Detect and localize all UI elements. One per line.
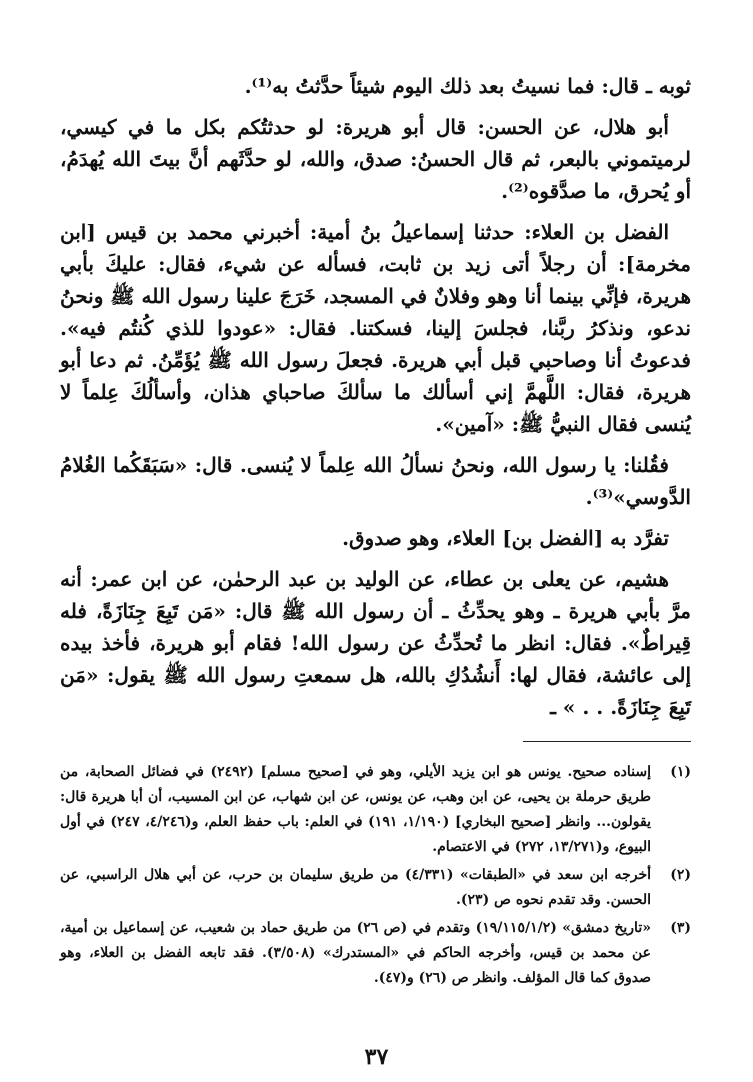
- footnote-number: (١): [670, 764, 691, 780]
- footnote-1: [60, 760, 691, 860]
- footnote-separator: [523, 741, 691, 742]
- main-text: [60, 70, 691, 732]
- footnote-number: (٣): [670, 920, 691, 936]
- paragraph-4: فقُلنا: يا رسول الله، ونحنُ نسألُ الله عِلماً لا يُنسى. قال: «سَبَقَكُما الغُلامُ الدَّوسي»⁽³⁾.: [60, 453, 691, 509]
- footnote-2: [60, 863, 691, 913]
- paragraph-5: تفرَّد به [الفضل بن] العلاء، وهو صدوق.: [342, 526, 669, 550]
- paragraph-6: هشيم، عن يعلى بن عطاء، عن الوليد بن عبد الرحمٰن، عن ابن عمر: أنه مرَّ بأبي هريرة ـ وهو يحدِّثُ ـ أن رسول الله ﷺ قال: «مَن تَبِعَ جِنَازَةً، فله قِيراطٌ». فقال: انظر ما تُحدِّثُ عن رسول الله! فقام أبو هريرة، فأخذ بيده إلى عائشة، فقال لها: أَنشُدُكِ بالله، هل سمعتِ رسول الله ﷺ يقول: «مَن تَبِعَ جِنَازَةً. . . » ـ: [60, 567, 691, 719]
- page-number: ٣٧: [364, 1044, 389, 1070]
- footnote-text: «تاريخ دمشق» (١٩/١١٥/١/٢) وتقدم في (ص ٢٦) من طريق حماد بن شعيب، عن إسماعيل بن أمية، عن محمد بن قيس، وأخرجه الحاكم في «المستدرك» (٣/٥٠٨). فقد تابعه الفضل بن العلاء، وهو صدوق كما قال المؤلف. وانظر ص (٢٦) و(٤٧).: [60, 920, 651, 986]
- paragraph-1: ثوبه ـ قال: فما نسيتُ بعد ذلك اليوم شيئاً حدَّثتُ به⁽¹⁾.: [244, 74, 691, 98]
- footnote-text: إسناده صحيح. يونس هو ابن يزيد الأيلي، وهو في [صحيح مسلم] (٢٤٩٢) في فضائل الصحابة، من طريق حرملة بن يحيى، عن ابن وهب، عن يونس، عن ابن شهاب، عن ابن المسيب، أن أبا هريرة قال: يقولون... وانظر [صحيح البخاري] (١/١٩٠، ١٩١) في العلم: باب حفظ العلم، و(٤/٢٤٦، ٢٤٧) في أول البيوع، و(١٣/٢٧١، ٢٧٢) في الاعتصام.: [60, 764, 651, 855]
- paragraph-3: الفضل بن العلاء: حدثنا إسماعيلُ بنُ أمية: أخبرني محمد بن قيس [ابن مخرمة]: أن رجلاً أتى زيد بن ثابت، فسأله عن شيء، فقال: عليكَ بأبي هريرة، فإنِّي بينما أنا وهو وفلانٌ في المسجد، خَرَجَ علينا رسول الله ﷺ ونحنُ ندعو، ونذكرُ ربَّنا، فجلسَ إلينا، فسكتنا. فقال: «عودوا للذي كُنتُم فيه». فدعوتُ أنا وصاحبي قبل أبي هريرة. فجعلَ رسول الله ﷺ يُؤَمِّنُ. ثم دعا أبو هريرة، فقال: اللَّهمَّ إني أسألك ما سألكَ صاحباي هذان، وأسألُكَ عِلماً لا يُنسى فقال النبيُّ ﷺ: «آمين».: [60, 220, 691, 436]
- footnote-text: أخرجه ابن سعد في «الطبقات» (٤/٣٣١) من طريق سليمان بن حرب، عن أبي هلال الراسبي، عن الحسن. وقد تقدم نحوه ص (٢٣).: [60, 867, 652, 908]
- paragraph-2: أبو هلال، عن الحسن: قال أبو هريرة: لو حدثتُكم بكل ما في كيسي، لرميتموني بالبعر، ثم قال الحسنُ: صدق، والله، لو حدَّثَهم أنَّ بيتَ الله يُهدَمُ، أو يُحرق، ما صدَّقوه⁽²⁾.: [60, 115, 691, 203]
- footnote-number: (٢): [670, 867, 691, 883]
- footnote-3: [60, 916, 691, 991]
- footnotes: [60, 760, 691, 994]
